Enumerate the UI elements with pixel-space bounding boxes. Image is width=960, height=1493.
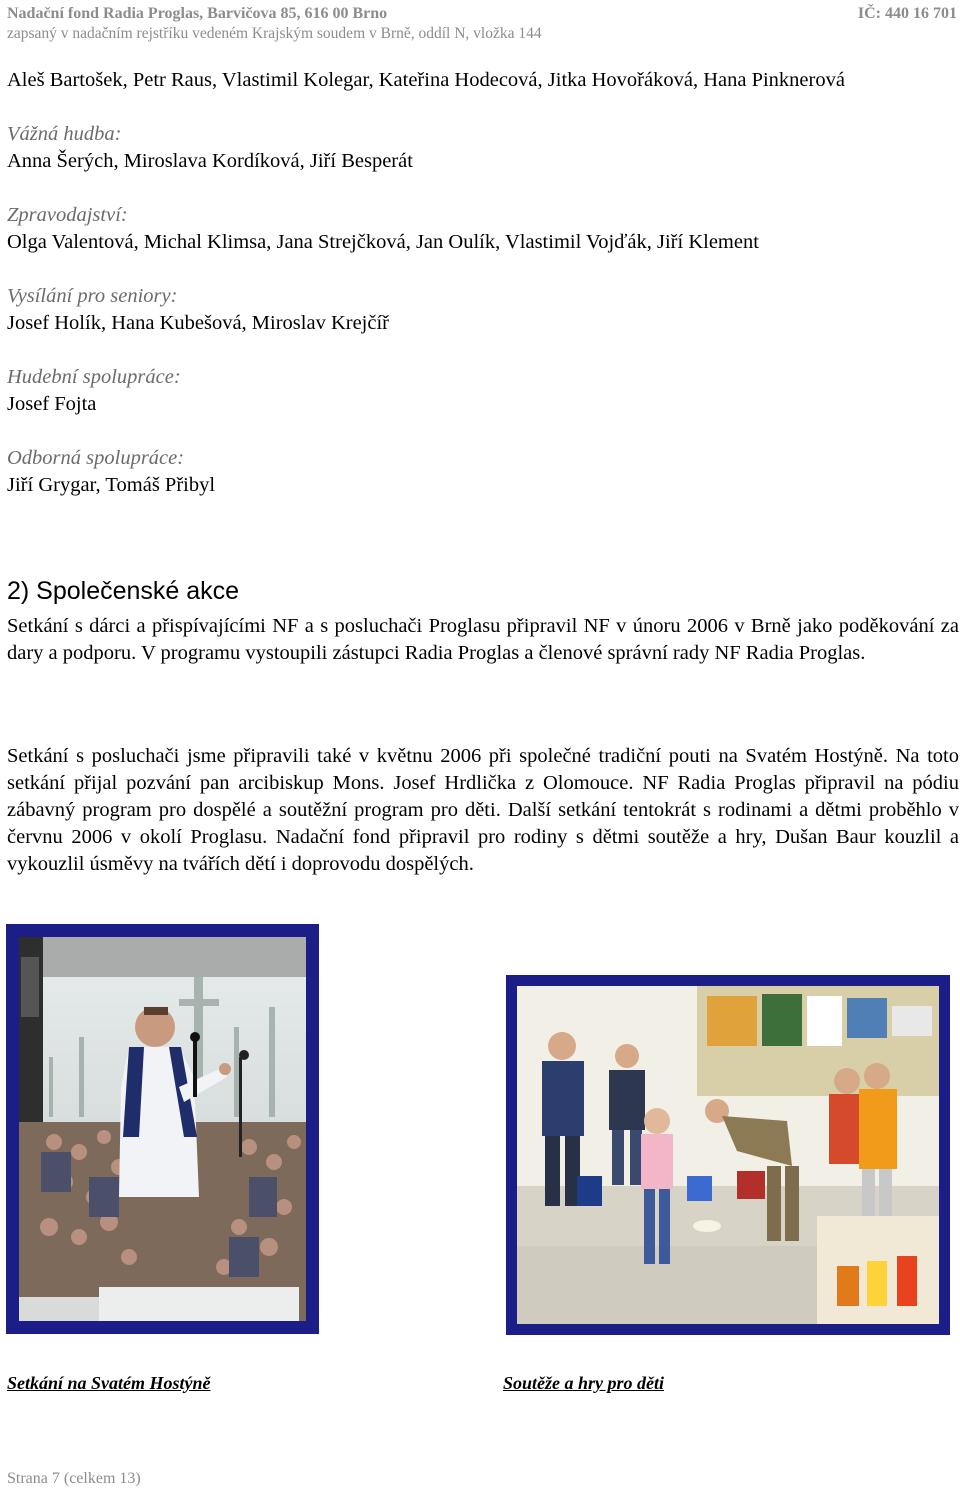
staff-names: Josef Holík, Hana Kubešová, Miroslav Krejčíř — [7, 312, 390, 334]
staff-group — [7, 445, 959, 499]
header-org: Nadační fond Radia Proglas, Barvičova 85, 616 00 Brno — [7, 5, 388, 22]
page-footer: Strana 7 (celkem 13) — [7, 1470, 141, 1487]
staff-group — [7, 283, 959, 337]
staff-names: Jiří Grygar, Tomáš Přibyl — [7, 474, 216, 496]
staff-group-title: Zpravodajství: — [7, 204, 128, 226]
staff-list — [7, 67, 959, 499]
photo-frame-games — [506, 975, 950, 1335]
caption-hostyn: Setkání na Svatém Hostýně — [7, 1373, 211, 1393]
photo-games — [517, 986, 939, 1324]
staff-group-title: Vážná hudba: — [7, 123, 122, 145]
page-header — [7, 3, 957, 43]
paragraph-donor-meeting: Setkání s dárci a přispívajícími NF a s posluchači Proglasu připravil NF v únoru 2006 v Brně jako poděkování za dary a podporu. V programu vystoupili zástupci Radia Proglas a členové správní rady NF Radia Proglas. — [7, 615, 959, 664]
staff-group-title: Hudební spolupráce: — [7, 366, 181, 388]
photo-hostyn-illustration — [19, 937, 306, 1321]
photo-games-illustration — [517, 986, 939, 1324]
paragraph-pilgrimage: Setkání s posluchači jsme připravili také v květnu 2006 při společné tradiční pouti na Svatém Hostýně. Na toto setkání přijal pozvání pan arcibiskup Mons. Josef Hrdlička z Olomouce. NF Radia Proglas připravil na pódiu zábavný program pro dospělé a soutěžní program pro děti. Další setkání tentokrát s rodinami a dětmi proběhlo v červnu 2006 v okolí Proglasu. Nadační fond připravil pro rodiny s dětmi soutěže a hry, Dušan Baur kouzlil a vykouzlil úsměvy na tvářích dětí i doprovodu dospělých. — [7, 745, 959, 875]
staff-names: Josef Fojta — [7, 393, 97, 415]
header-top-line — [7, 3, 957, 25]
staff-names: Anna Šerých, Miroslava Kordíková, Jiří Besperát — [7, 150, 413, 172]
caption-games: Soutěže a hry pro děti — [503, 1373, 665, 1393]
section-heading: 2) Společenské akce — [7, 577, 240, 605]
staff-group — [7, 67, 959, 94]
staff-group-title: Vysílání pro seniory: — [7, 285, 178, 307]
header-registry: zapsaný v nadačním rejstříku vedeném Krajským soudem v Brně, oddíl N, vložka 144 — [7, 25, 542, 42]
staff-group — [7, 202, 959, 256]
staff-names: Olga Valentová, Michal Klimsa, Jana Strejčková, Jan Oulík, Vlastimil Vojďák, Jiří Klement — [7, 231, 759, 253]
staff-group — [7, 364, 959, 418]
staff-names: Aleš Bartošek, Petr Raus, Vlastimil Kolegar, Kateřina Hodecová, Jitka Hovořáková, Hana Pinknerová — [7, 69, 845, 91]
photo-hostyn — [19, 937, 306, 1321]
staff-group-title: Odborná spolupráce: — [7, 447, 185, 469]
photo-frame-hostyn — [6, 924, 319, 1334]
header-ico: IČ: 440 16 701 — [857, 5, 957, 22]
staff-group — [7, 121, 959, 175]
